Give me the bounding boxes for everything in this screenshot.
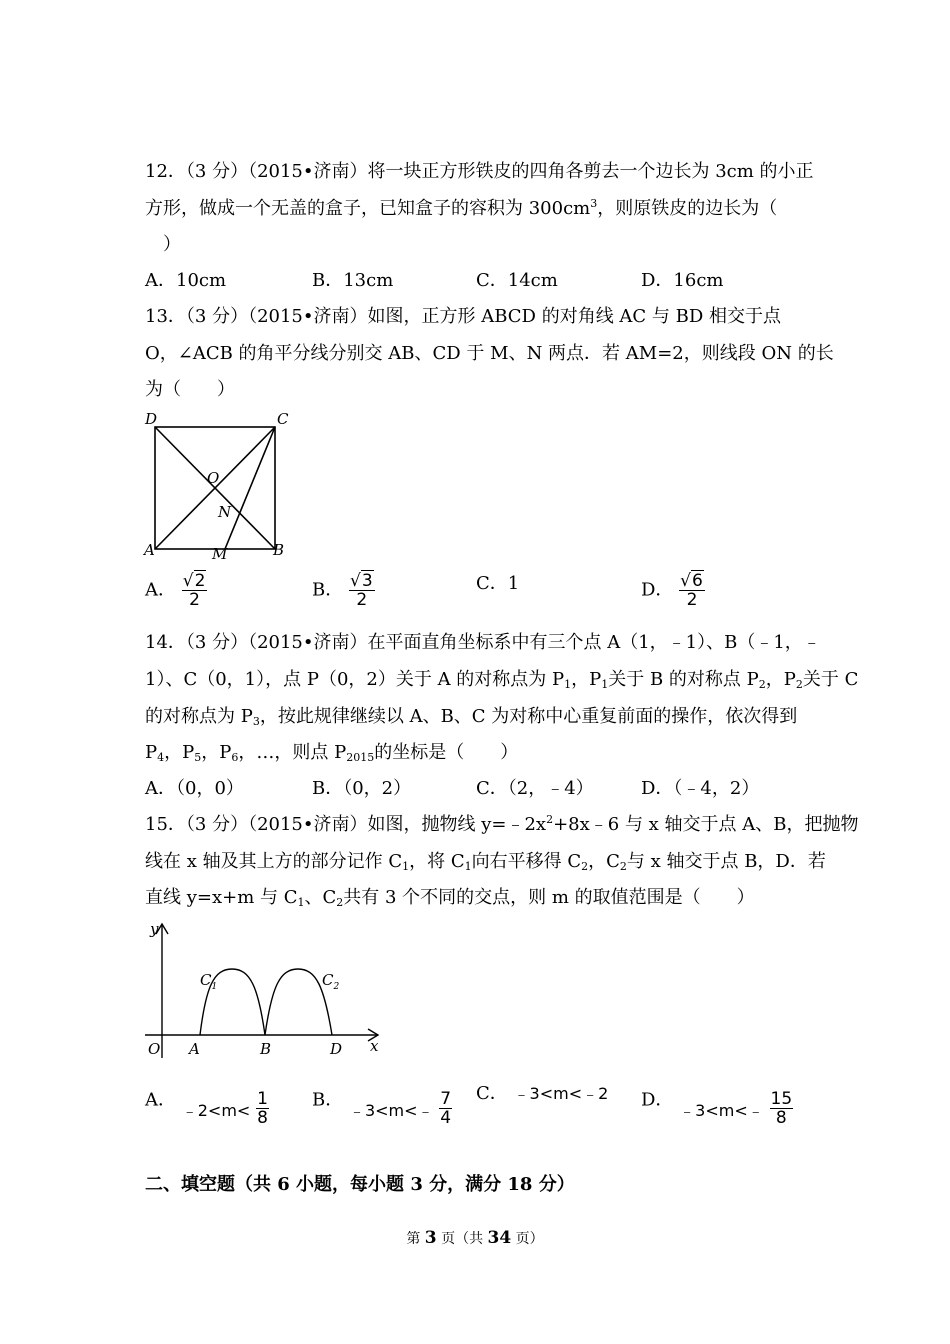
q12-option-b: B．13cm: [312, 270, 394, 291]
q13-option-c: C．1: [476, 573, 520, 594]
q13-option-a: A． $\frac{√2}{2}$: [145, 571, 206, 610]
q12-option-a: A．10cm: [145, 270, 227, 291]
label-origin: O: [148, 1040, 161, 1058]
q15-line-3: 直线 y=x+m 与 $C_1$、$C_2$共有 3 个不同的交点，则 m 的取值范围是（ ）: [145, 887, 755, 909]
label-x: x: [370, 1037, 379, 1055]
q15-parabola-figure: [140, 918, 390, 1060]
label-d: D: [330, 1040, 343, 1058]
label-a: A: [144, 541, 155, 559]
q15-option-d: D． ﹣3<m<﹣ $\frac{15}{8}$: [641, 1089, 793, 1128]
q15-line-2: 线在 x 轴及其上方的部分记作 $C_1$，将 $C_1$向右平移得 $C_2$，$C_2$与 x 轴交于点 B，D．若: [145, 851, 826, 873]
q14-line-1: 14．（3 分）（2015•济南）在平面直角坐标系中有三个点 A（1，﹣1）、B（﹣1，﹣: [145, 632, 821, 653]
q14-line-3: 的对称点为 $P_3$，按此规律继续以 A、B、C 为对称中心重复前面的操作，依次得到: [145, 706, 798, 728]
q15-line-1: 15．（3 分）（2015•济南）如图，抛物线 $y=﹣2x^2+8x﹣6$ 与 x 轴交于点 A、B，把抛物: [145, 813, 859, 835]
label-a: A: [189, 1040, 200, 1058]
label-c1: $C_1$: [200, 971, 218, 992]
q13-line-3: 为（ ）: [145, 379, 235, 400]
q12-line-2: 方形，做成一个无盖的盒子，已知盒子的容积为 $300cm^3$，则原铁皮的边长为（: [145, 197, 778, 219]
q12-option-d: D．16cm: [641, 270, 724, 291]
label-y: y: [150, 920, 159, 938]
q13-line-1: 13．（3 分）（2015•济南）如图，正方形 ABCD 的对角线 AC 与 BD 相交于点: [145, 306, 782, 327]
label-o: O: [207, 469, 220, 487]
q14-option-c: C．（2，﹣4）: [476, 778, 594, 799]
q13-option-d: D． $\frac{√6}{2}$: [641, 571, 703, 610]
q14-line-4: $P_4$，$P_5$，$P_6$，…，则点 $P_{2015}$的坐标是（ ）: [145, 742, 519, 764]
q14-option-d: D．（﹣4，2）: [641, 778, 760, 799]
section-2-heading: 二、填空题（共 6 小题，每小题 3 分，满分 18 分）: [145, 1174, 575, 1195]
q12-line-3: ）: [163, 234, 181, 255]
label-m: M: [212, 545, 228, 563]
q13-square-figure: [140, 405, 300, 565]
label-b: B: [273, 541, 285, 559]
q14-option-b: B．（0，2）: [312, 778, 412, 799]
q15-option-a: A． ﹣2<m< $\frac{1}{8}$: [145, 1089, 268, 1128]
q15-option-c: C． ﹣3<m<﹣2: [476, 1083, 609, 1104]
label-n: N: [218, 503, 232, 521]
q12-option-c: C．14cm: [476, 270, 558, 291]
q14-option-a: A．（0，0）: [145, 778, 244, 799]
label-b: B: [260, 1040, 272, 1058]
q13-line-2: O，∠ACB 的角平分线分别交 AB、CD 于 M、N 两点．若 AM=2，则线段 ON 的长: [145, 343, 834, 364]
q13-option-b: B． $\frac{√3}{2}$: [312, 571, 373, 610]
label-d: D: [145, 410, 158, 428]
q12-line-1: 12．（3 分）（2015•济南）将一块正方形铁皮的四角各剪去一个边长为 3cm 的小正: [145, 161, 814, 182]
label-c: C: [277, 410, 289, 428]
q14-line-2: 1）、C（0，1），点 P（0，2）关于 A 的对称点为 $P_1$，$P_1$关于 B 的对称点 $P_2$，$P_2$关于 C: [145, 669, 859, 691]
q15-option-b: B． ﹣3<m<﹣ $\frac{7}{4}$: [312, 1089, 452, 1128]
page-footer: 第 3 页（共 34 页）: [406, 1228, 544, 1248]
label-c2: $C_2$: [322, 971, 340, 992]
